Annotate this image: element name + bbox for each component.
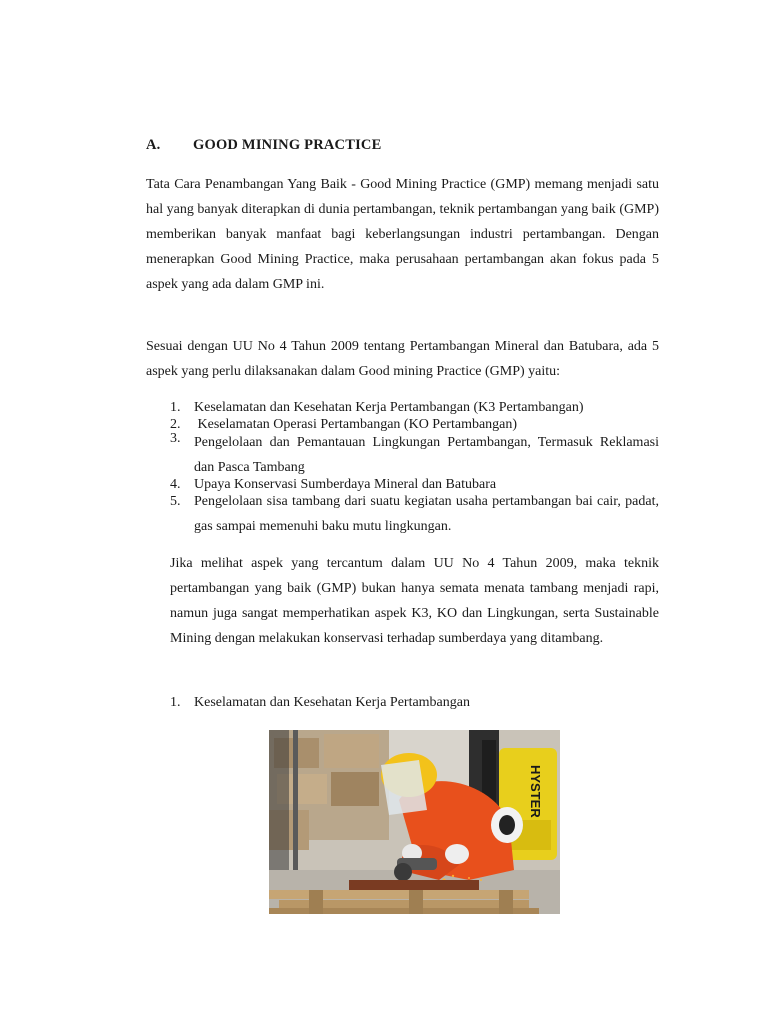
- worker-photo: [269, 730, 560, 914]
- list-item-number: 1.: [170, 400, 181, 415]
- list-item: [170, 430, 659, 480]
- section-number: A.: [146, 137, 161, 153]
- face-shield: [381, 760, 427, 815]
- section-heading: [146, 137, 381, 154]
- list-item-number: 4.: [170, 477, 181, 492]
- wooden-pallet: [269, 890, 539, 914]
- list-item-number: 2.: [170, 417, 181, 432]
- list-item: [170, 693, 659, 713]
- list-item-number: 1.: [170, 695, 181, 710]
- subsection-list: [170, 693, 659, 713]
- aspects-list: [170, 399, 659, 539]
- glove: [445, 844, 469, 864]
- list-item-number: 5.: [170, 494, 181, 509]
- list-item-text: Upaya Konservasi Sumberdaya Mineral dan Batubara: [194, 477, 497, 492]
- list-item-text: Pengelolaan sisa tambang dari suatu kegiatan usaha pertambangan bai cair, padat, gas sampai memenuhi baku mutu lingkungan.: [194, 494, 659, 534]
- conclusion-paragraph: Jika melihat aspek yang tercantum dalam UU No 4 Tahun 2009, maka teknik pertambangan yang baik (GMP) bukan hanya semata menata tambang menjadi rapi, namun juga sangat memperhatikan aspek K3, KO dan Lingkungan, serta Sustainable Mining dengan melakukan konservasi terhadap sumberdaya yang ditambang.: [170, 556, 659, 646]
- forklift-label: HYSTER: [528, 765, 543, 818]
- law-paragraph: Sesuai dengan UU No 4 Tahun 2009 tentang Pertambangan Mineral dan Batubara, ada 5 aspek yang perlu dilaksanakan dalam Good mining Practice (GMP) yaitu:: [146, 339, 659, 379]
- metal-bar: [349, 880, 479, 890]
- list-item-number: 3.: [170, 431, 181, 446]
- list-item: [170, 399, 659, 416]
- list-item-text: Keselamatan Operasi Pertambangan (KO Pertambangan): [194, 417, 518, 432]
- section-title: GOOD MINING PRACTICE: [193, 137, 382, 153]
- intro-paragraph: Tata Cara Penambangan Yang Baik - Good Mining Practice (GMP) memang menjadi satu hal yang banyak diterapkan di dunia pertambangan, teknik pertambangan yang baik (GMP) memberikan banyak manfaat bagi keberlangsungan industri pertambangan. Dengan menerapkan Good Mining Practice, maka perusahaan pertambangan akan fokus pada 5 aspek yang ada dalam GMP ini.: [146, 177, 659, 292]
- list-item-text: Pengelolaan dan Pemantauan Lingkungan Pertambangan, Termasuk Reklamasi dan Pasca Tambang: [194, 435, 659, 475]
- list-item-text: Keselamatan dan Kesehatan Kerja Pertambangan: [194, 695, 470, 710]
- list-item-text: Keselamatan dan Kesehatan Kerja Pertambangan (K3 Pertambangan): [194, 400, 584, 415]
- list-item: [170, 489, 659, 539]
